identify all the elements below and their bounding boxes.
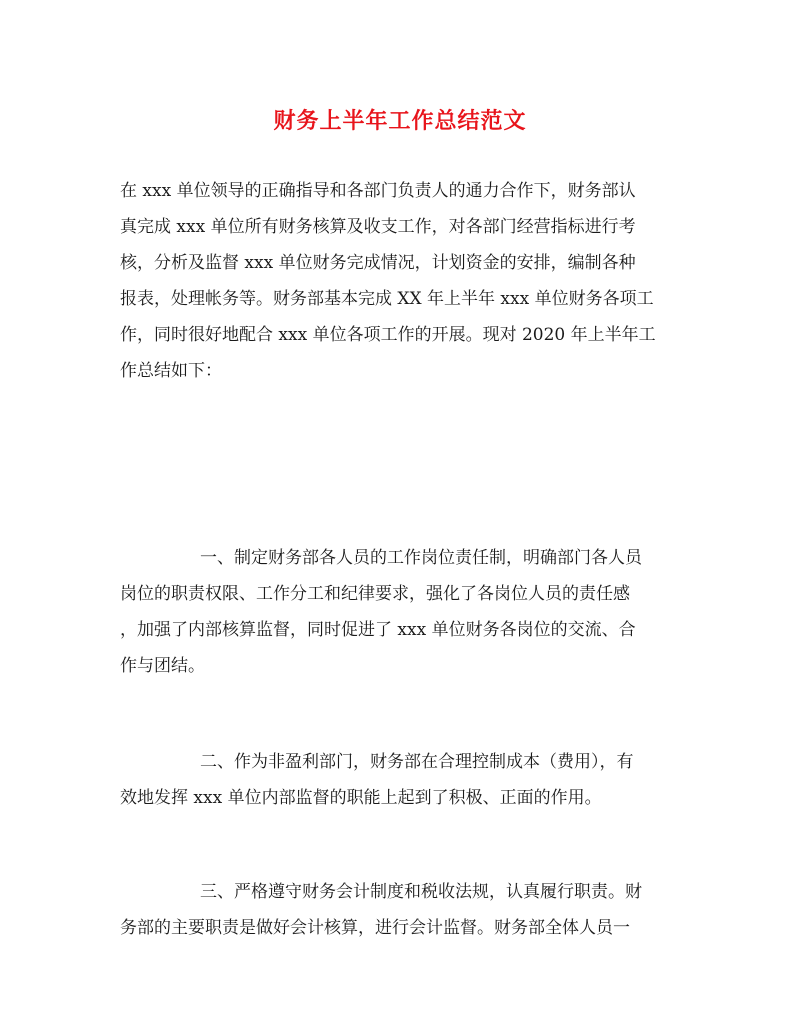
section-3-line: 三、严格遵守财务会计制度和税收法规，认真履行职责。财 <box>200 882 642 902</box>
intro-line: 作，同时很好地配合 xxx 单位各项工作的开展。现对 2020 年上半年工 <box>120 325 656 345</box>
section-1-line: 作与团结。 <box>120 656 205 676</box>
section-1-line: 一、制定财务部各人员的工作岗位责任制，明确部门各人员 <box>200 548 642 568</box>
intro-line: 作总结如下： <box>120 361 222 381</box>
section-1-line: ，加强了内部核算监督，同时促进了 xxx 单位财务各岗位的交流、合 <box>120 620 636 640</box>
section-2-line: 二、作为非盈利部门，财务部在合理控制成本（费用），有 <box>200 752 634 772</box>
intro-paragraph <box>120 173 680 389</box>
section-2-paragraph <box>120 744 680 816</box>
intro-line: 在 xxx 单位领导的正确指导和各部门负责人的通力合作下，财务部认 <box>120 181 636 201</box>
intro-line: 核，分析及监督 xxx 单位财务完成情况，计划资金的安排，编制各种 <box>120 253 636 273</box>
section-2-line: 效地发挥 xxx 单位内部监督的职能上起到了积极、正面的作用。 <box>120 788 602 808</box>
section-3-paragraph <box>120 874 680 946</box>
intro-line: 报表，处理帐务等。财务部基本完成 XX 年上半年 xxx 单位财务各项工 <box>120 289 654 309</box>
section-3-line: 务部的主要职责是做好会计核算，进行会计监督。财务部全体人员一 <box>120 918 630 938</box>
document-title: 财务上半年工作总结范文 <box>273 108 527 134</box>
section-1-paragraph <box>120 540 680 684</box>
section-1-line: 岗位的职责权限、工作分工和纪律要求，强化了各岗位人员的责任感 <box>120 584 630 604</box>
intro-line: 真完成 xxx 单位所有财务核算及收支工作，对各部门经营指标进行考 <box>120 217 636 237</box>
